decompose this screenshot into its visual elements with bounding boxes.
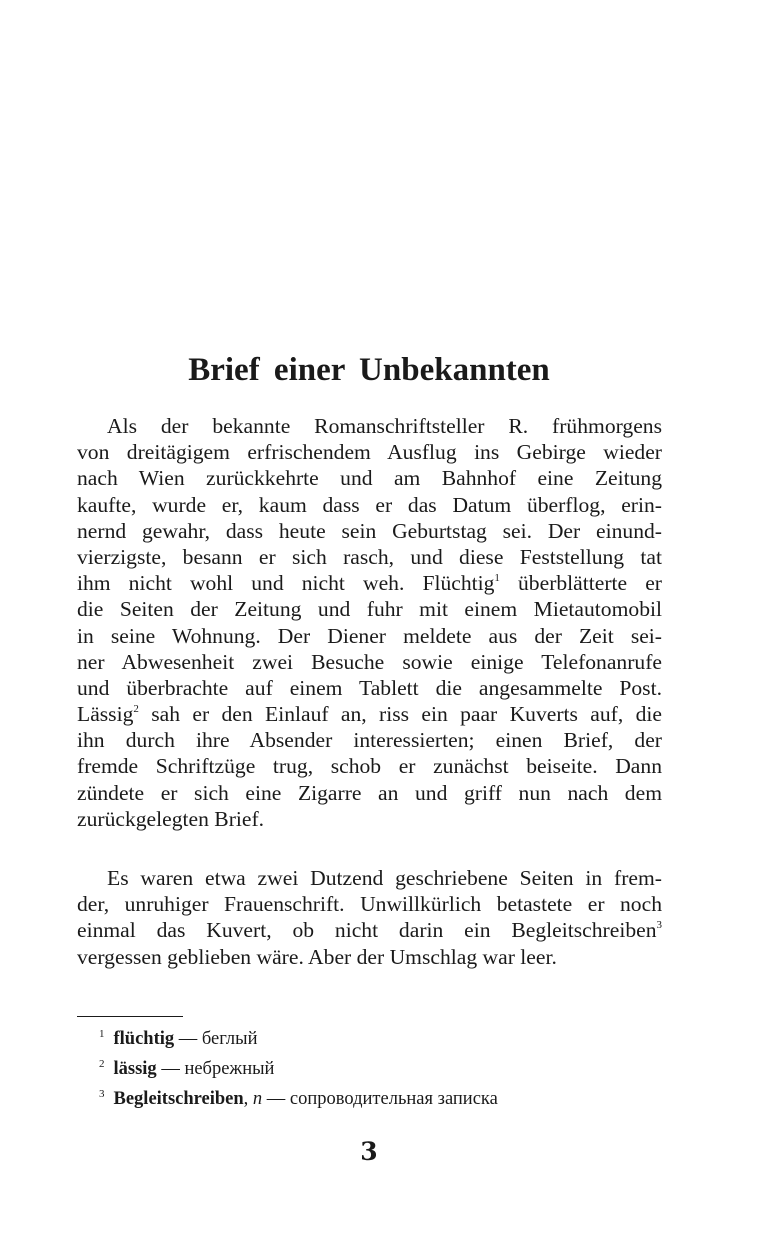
text-line: nernd gewahr, dass heute sein Geburtstag sei. Der einund-	[77, 518, 662, 543]
footnote-term: lässig	[113, 1059, 157, 1079]
footnote-term: flüchtig	[113, 1029, 175, 1049]
footnote-number: 2	[99, 1058, 105, 1070]
text-line	[77, 917, 662, 943]
page-number: 3	[360, 1137, 378, 1166]
footnote-separator: ,	[243, 1089, 253, 1109]
text-segment: überblätterte er	[499, 571, 662, 596]
text-line	[77, 570, 662, 596]
footnote-marker-2: 2	[133, 703, 139, 716]
text-line: vergessen geblieben wäre. Aber der Umschlag war leer.	[77, 944, 557, 969]
text-line: Als der bekannte Romanschriftsteller R. frühmorgens	[107, 414, 662, 438]
footnote-number: 1	[99, 1028, 105, 1040]
text-line: in seine Wohnung. Der Diener meldete aus der Zeit sei-	[77, 623, 662, 648]
footnote-marker-3: 3	[656, 919, 662, 932]
text-line: vierzigste, besann er sich rasch, und diese Feststellung tat	[77, 544, 662, 569]
text-line	[77, 701, 662, 727]
footnote-2	[99, 1052, 699, 1082]
text-line: und überbrachte auf einem Tablett die angesammelte Post.	[77, 675, 662, 700]
text-line: ihn durch ihre Absender interessierten; einen Brief, der	[77, 728, 662, 753]
footnote-divider	[77, 1016, 183, 1017]
footnote-gender: n	[252, 1089, 263, 1109]
paragraph-2	[77, 865, 662, 970]
text-line: der, unruhiger Frauenschrift. Unwillkürlich betastete er noch	[77, 892, 662, 917]
footnote-translation: — небрежный	[156, 1059, 275, 1079]
text-line: nach Wien zurückkehrte und am Bahnhof eine Zeitung	[77, 466, 662, 491]
text-line: zündete er sich eine Zigarre an und griff nun nach dem	[77, 780, 662, 805]
footnotes	[99, 1022, 699, 1112]
footnote-number: 3	[99, 1088, 105, 1100]
footnote-translation: — беглый	[174, 1029, 258, 1049]
chapter-title: Brief einer Unbekannten	[188, 352, 550, 388]
text-line: zurückgelegten Brief.	[77, 806, 265, 831]
footnote-1	[99, 1022, 699, 1052]
text-line: kaufte, wurde er, kaum dass er das Datum überflog, erin-	[77, 492, 662, 517]
text-segment: ihm nicht wohl und nicht weh. Flüchtig	[77, 571, 495, 596]
text-segment: Lässig	[77, 702, 134, 727]
paragraph-1	[77, 413, 662, 832]
footnote-term: Begleitschreiben	[113, 1089, 244, 1109]
text-line: ner Abwesenheit zwei Besuche sowie einige Telefonanrufe	[77, 649, 662, 674]
text-line: Es waren etwa zwei Dutzend geschriebene Seiten in frem-	[107, 866, 662, 890]
text-line: fremde Schriftzüge trug, schob er zunächst beiseite. Dann	[77, 754, 662, 779]
footnote-marker-1: 1	[494, 572, 500, 585]
footnote-translation: — сопроводительная записка	[262, 1089, 498, 1109]
text-line: von dreitägigem erfrischendem Ausflug ins Gebirge wieder	[77, 440, 662, 465]
text-segment: sah er den Einlauf an, riss ein paar Kuverts auf, die	[138, 702, 662, 727]
text-segment: einmal das Kuvert, ob nicht darin ein Begleitschreiben	[77, 918, 657, 943]
text-line: die Seiten der Zeitung und fuhr mit einem Mietautomobil	[77, 597, 662, 622]
footnote-3	[99, 1082, 699, 1112]
